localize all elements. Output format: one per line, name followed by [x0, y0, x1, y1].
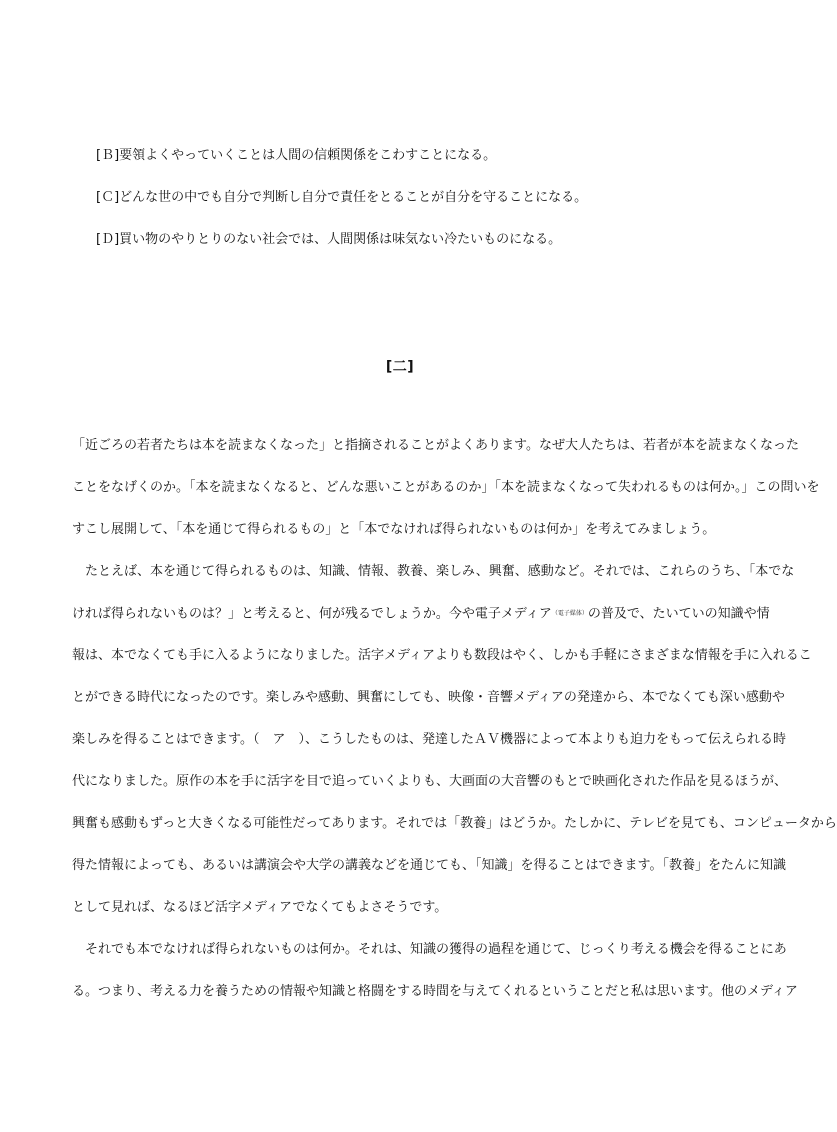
section-heading: [二] [385, 359, 415, 375]
passage-line: 得た情報によっても、あるいは講演会や大学の講義などを通じても、「知識」を得ることはできます。「教養」をたんに知識 [72, 858, 786, 873]
passage-line: すこし展開して、「本を通じて得られるもの」と「本でなければ得られないものは何か」を考えてみましょう。 [72, 522, 716, 537]
option-d: [Ｄ]買い物のやりとりのない社会では、人間関係は味気ない冷たいものになる。 [96, 232, 562, 247]
passage-line: ことをなげくのか。「本を読まなくなると、どんな悪いことがあるのか」「本を読まなくなって失われるものは何か。」この問いを [72, 480, 820, 495]
passage-line: 興奮も感動もずっと大きくなる可能性だってあります。それでは「教養」はどうか。たしかに、テレビを見ても、コンピュータから [72, 816, 837, 831]
option-b: [Ｂ]要領よくやっていくことは人間の信頼関係をこわすことになる。 [96, 148, 497, 163]
passage-body [72, 436, 837, 1024]
ruby-gloss: （電子媒体） [551, 610, 588, 617]
passage-line: 「近ごろの若者たちは本を読まなくなった」と指摘されることがよくあります。なぜ大人たちは、若者が本を読まなくなった [72, 438, 799, 453]
passage-line: 代になりました。原作の本を手に活字を目で追っていくよりも、大画面の大音響のもとで映画化された作品を見るほうが、 [72, 774, 788, 789]
passage-line: たとえば、本を通じて得られるものは、知識、情報、教養、楽しみ、興奮、感動など。それでは、これらのうち、「本でな [72, 564, 795, 579]
passage-text: の普及で、たいていの知識や情 [587, 606, 770, 622]
passage-line-with-gloss [72, 604, 770, 624]
passage-line: る。つまり、考える力を養うための情報や知識と格闘をする時間を与えてくれるということだと私は思います。他のメディア [72, 984, 798, 999]
answer-options [96, 146, 756, 272]
passage-text: ければ得られないものは？」と考えると、何が残るでしょうか。今や電子メディア [72, 606, 552, 622]
passage-line: とができる時代になったのです。楽しみや感動、興奮にしても、映像・音響メディアの発達から、本でなくても深い感動や [72, 690, 785, 705]
passage-line: 報は、本でなくても手に入るようになりました。活字メディアよりも数段はやく、しかも手軽にさまざまな情報を手に入れるこ [72, 648, 812, 663]
passage-line: 楽しみを得ることはできます。（ ア ）、こうしたものは、発達したＡＶ機器によって本よりも迫力をもって伝えられる時 [72, 732, 786, 747]
option-c: [Ｃ]どんな世の中でも自分で判断し自分で責任をとることが自分を守ることになる。 [96, 190, 588, 205]
passage-line: として見れば、なるほど活字メディアでなくてもよさそうです。 [72, 900, 448, 915]
passage-line: それでも本でなければ得られないものは何か。それは、知識の獲得の過程を通じて、じっくり考える機会を得ることにあ [72, 942, 787, 957]
